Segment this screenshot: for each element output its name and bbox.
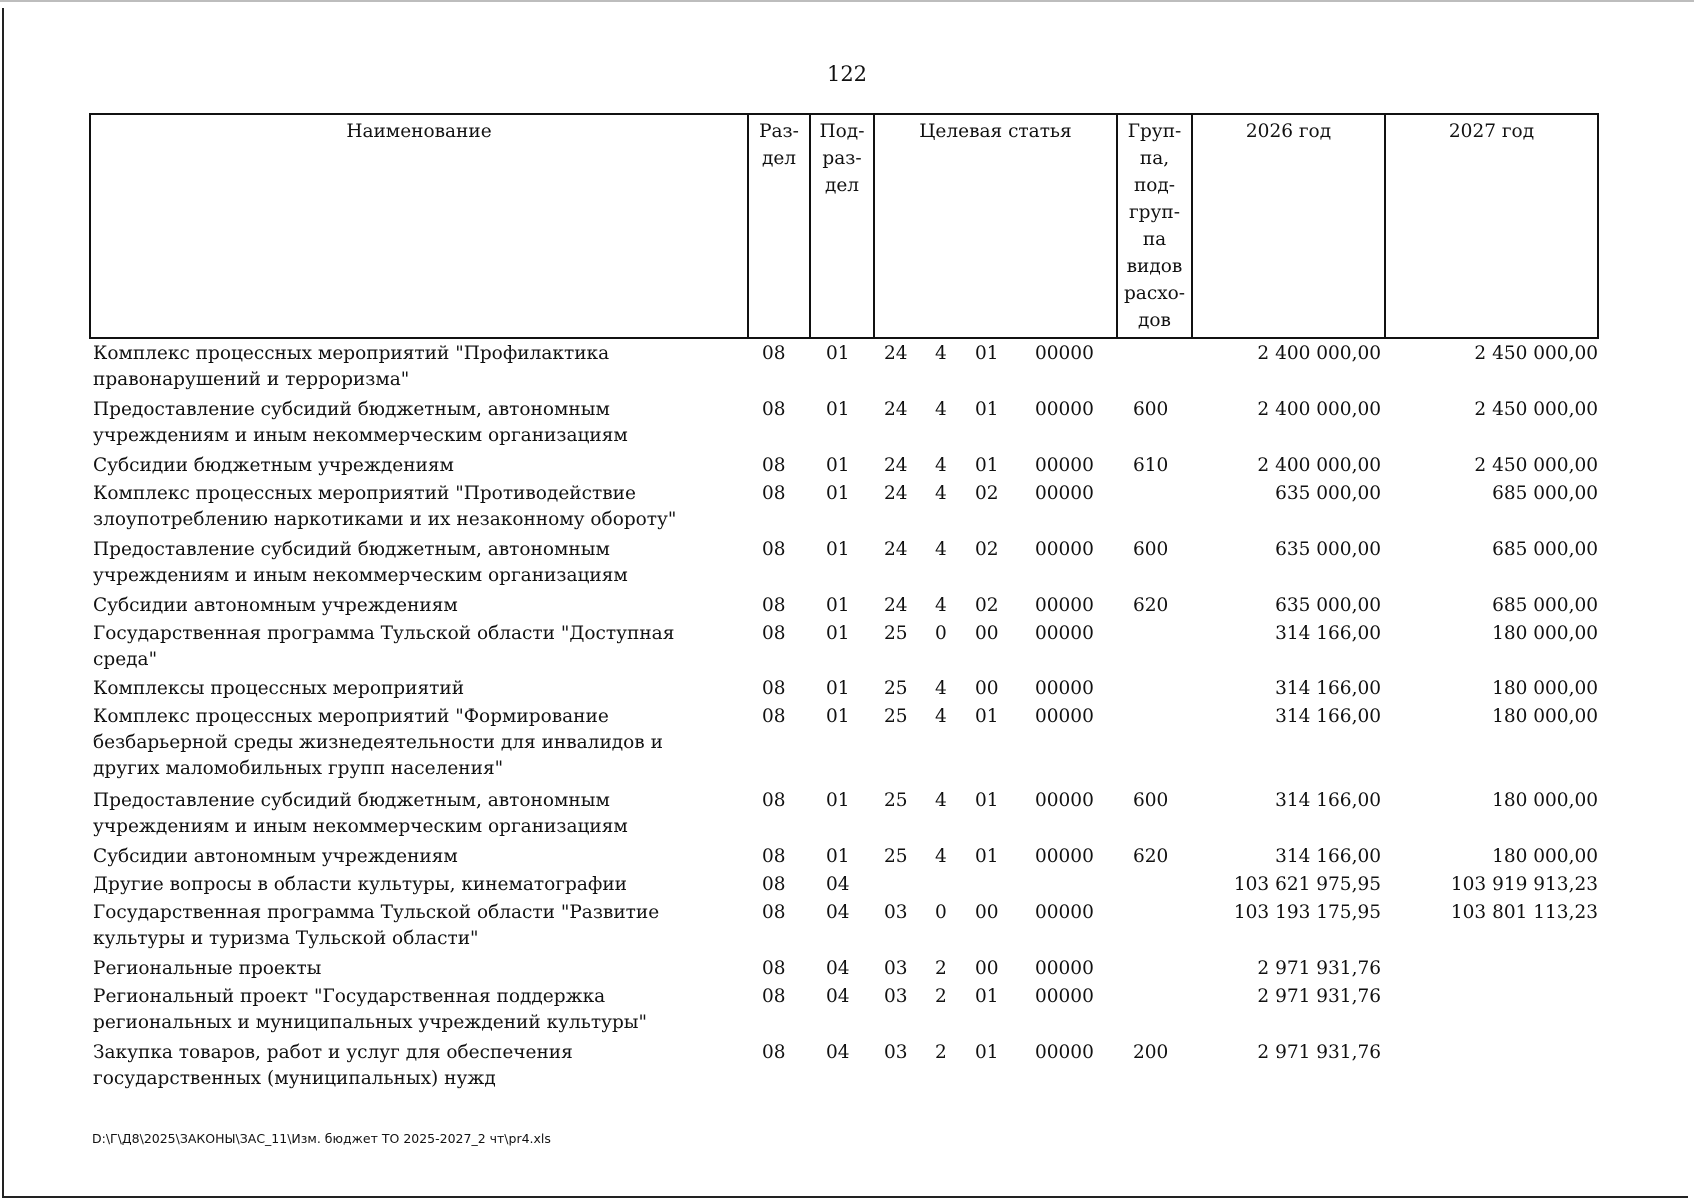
header-target-article: Целевая статья (873, 115, 1116, 337)
cell-t1: 25 (884, 623, 908, 644)
cell-name: Субсидии автономным учреждениям (93, 846, 458, 867)
cell-t2: 4 (935, 790, 947, 811)
cell-y2026: 635 000,00 (1275, 483, 1381, 504)
cell-group: 620 (1133, 846, 1169, 867)
cell-podrazdel: 04 (826, 902, 850, 923)
cell-name: Закупка товаров, работ и услуг для обеспечения государственных (муниципальных) нужд (93, 1042, 573, 1089)
cell-y2027: 180 000,00 (1492, 846, 1598, 867)
cell-t1: 24 (884, 539, 908, 560)
cell-t2: 4 (935, 706, 947, 727)
cell-t1: 03 (884, 986, 908, 1007)
cell-t2: 0 (935, 902, 947, 923)
cell-t1: 03 (884, 902, 908, 923)
cell-name: Комплекс процессных мероприятий "Формирование безбарьерной среды жизнедеятельности для инвалидов и других маломобильных групп населения" (93, 706, 663, 779)
cell-t4: 00000 (1035, 678, 1094, 699)
cell-t2: 4 (935, 539, 947, 560)
cell-razdel: 08 (762, 958, 786, 979)
cell-name: Предоставление субсидий бюджетным, автономным учреждениям и иным некоммерческим организациям (93, 399, 628, 446)
cell-y2026: 314 166,00 (1275, 678, 1381, 699)
cell-name: Предоставление субсидий бюджетным, автономным учреждениям и иным некоммерческим организациям (93, 790, 628, 837)
cell-name: Субсидии бюджетным учреждениям (93, 455, 454, 476)
cell-y2026: 2 400 000,00 (1257, 455, 1381, 476)
cell-t2: 4 (935, 678, 947, 699)
cell-y2026: 314 166,00 (1275, 790, 1381, 811)
cell-razdel: 08 (762, 343, 786, 364)
cell-y2026: 314 166,00 (1275, 846, 1381, 867)
cell-t4: 00000 (1035, 595, 1094, 616)
header-razdel: Раз- дел (747, 115, 809, 337)
cell-podrazdel: 01 (826, 455, 850, 476)
cell-t1: 24 (884, 399, 908, 420)
cell-t1: 25 (884, 846, 908, 867)
cell-t3: 00 (975, 902, 999, 923)
cell-razdel: 08 (762, 1042, 786, 1063)
cell-t3: 00 (975, 623, 999, 644)
cell-y2026: 103 621 975,95 (1233, 874, 1381, 895)
cell-name: Другие вопросы в области культуры, кинематографии (93, 874, 627, 895)
cell-podrazdel: 01 (826, 846, 850, 867)
cell-t1: 03 (884, 1042, 908, 1063)
header-name: Наименование (346, 121, 492, 142)
cell-y2026: 635 000,00 (1275, 539, 1381, 560)
cell-y2027: 180 000,00 (1492, 623, 1598, 644)
cell-y2026: 314 166,00 (1275, 706, 1381, 727)
cell-razdel: 08 (762, 986, 786, 1007)
cell-t2: 4 (935, 846, 947, 867)
cell-razdel: 08 (762, 706, 786, 727)
cell-t4: 00000 (1035, 958, 1094, 979)
cell-y2026: 103 193 175,95 (1233, 902, 1381, 923)
cell-y2027: 180 000,00 (1492, 790, 1598, 811)
cell-group: 200 (1133, 1042, 1169, 1063)
cell-y2027: 685 000,00 (1492, 595, 1598, 616)
header-2027: 2027 год (1384, 115, 1597, 337)
cell-t3: 02 (975, 539, 999, 560)
cell-name: Региональный проект "Государственная поддержка региональных и муниципальных учреждений культуры" (93, 986, 648, 1033)
cell-t2: 2 (935, 958, 947, 979)
cell-y2027: 685 000,00 (1492, 483, 1598, 504)
cell-y2027: 685 000,00 (1492, 539, 1598, 560)
cell-name: Комплекс процессных мероприятий "Противодействие злоупотреблению наркотиками и их незаконному обороту" (93, 483, 677, 530)
cell-razdel: 08 (762, 874, 786, 895)
cell-y2027: 2 450 000,00 (1474, 399, 1598, 420)
cell-podrazdel: 04 (826, 986, 850, 1007)
cell-y2027: 103 919 913,23 (1450, 874, 1598, 895)
cell-group: 610 (1133, 455, 1169, 476)
cell-name: Государственная программа Тульской области "Доступная среда" (93, 623, 675, 670)
cell-t4: 00000 (1035, 1042, 1094, 1063)
cell-razdel: 08 (762, 483, 786, 504)
cell-t3: 00 (975, 678, 999, 699)
cell-y2027: 180 000,00 (1492, 706, 1598, 727)
cell-podrazdel: 01 (826, 399, 850, 420)
cell-podrazdel: 01 (826, 678, 850, 699)
cell-t3: 01 (975, 343, 999, 364)
cell-t4: 00000 (1035, 399, 1094, 420)
cell-t4: 00000 (1035, 483, 1094, 504)
cell-podrazdel: 04 (826, 874, 850, 895)
header-podrazdel: Под- раз- дел (809, 115, 873, 337)
cell-razdel: 08 (762, 539, 786, 560)
cell-razdel: 08 (762, 790, 786, 811)
cell-t4: 00000 (1035, 455, 1094, 476)
cell-podrazdel: 01 (826, 706, 850, 727)
cell-y2026: 2 400 000,00 (1257, 343, 1381, 364)
cell-name: Комплексы процессных мероприятий (93, 678, 465, 699)
cell-razdel: 08 (762, 678, 786, 699)
page-number: 122 (826, 62, 868, 86)
cell-t2: 4 (935, 595, 947, 616)
cell-y2027: 2 450 000,00 (1474, 455, 1598, 476)
cell-y2027: 2 450 000,00 (1474, 343, 1598, 364)
cell-t1: 25 (884, 678, 908, 699)
cell-t4: 00000 (1035, 790, 1094, 811)
cell-t2: 4 (935, 399, 947, 420)
cell-t4: 00000 (1035, 846, 1094, 867)
cell-t4: 00000 (1035, 902, 1094, 923)
cell-y2027: 103 801 113,23 (1450, 902, 1598, 923)
cell-t3: 01 (975, 455, 999, 476)
file-path-footer: D:\Г\Д8\2025\ЗАКОНЫ\ЗАС_11\Изм. бюджет ТО 2025-2027_2 чт\pr4.xls (92, 1131, 551, 1146)
cell-group: 620 (1133, 595, 1169, 616)
cell-t3: 01 (975, 986, 999, 1007)
cell-t1: 24 (884, 595, 908, 616)
cell-t2: 0 (935, 623, 947, 644)
cell-y2026: 2 971 931,76 (1257, 958, 1381, 979)
cell-t4: 00000 (1035, 706, 1094, 727)
cell-podrazdel: 04 (826, 1042, 850, 1063)
cell-razdel: 08 (762, 399, 786, 420)
cell-podrazdel: 04 (826, 958, 850, 979)
cell-t3: 01 (975, 706, 999, 727)
cell-t4: 00000 (1035, 343, 1094, 364)
cell-podrazdel: 01 (826, 483, 850, 504)
cell-y2026: 314 166,00 (1275, 623, 1381, 644)
cell-name: Комплекс процессных мероприятий "Профилактика правонарушений и терроризма" (93, 343, 610, 390)
cell-t3: 01 (975, 1042, 999, 1063)
cell-t1: 24 (884, 343, 908, 364)
cell-t2: 4 (935, 343, 947, 364)
cell-podrazdel: 01 (826, 790, 850, 811)
cell-name: Региональные проекты (93, 958, 322, 979)
cell-t2: 2 (935, 1042, 947, 1063)
cell-name: Предоставление субсидий бюджетным, автономным учреждениям и иным некоммерческим организациям (93, 539, 628, 586)
cell-t1: 25 (884, 706, 908, 727)
cell-razdel: 08 (762, 455, 786, 476)
cell-podrazdel: 01 (826, 343, 850, 364)
cell-y2026: 2 400 000,00 (1257, 399, 1381, 420)
cell-razdel: 08 (762, 846, 786, 867)
cell-razdel: 08 (762, 623, 786, 644)
cell-t4: 00000 (1035, 623, 1094, 644)
header-expense-group: Груп- па, под- груп- па видов расхо- дов (1116, 115, 1191, 337)
cell-t3: 02 (975, 595, 999, 616)
cell-t4: 00000 (1035, 539, 1094, 560)
cell-name: Государственная программа Тульской области "Развитие культуры и туризма Тульской области" (93, 902, 660, 949)
cell-group: 600 (1133, 539, 1169, 560)
cell-t4: 00000 (1035, 986, 1094, 1007)
cell-name: Субсидии автономным учреждениям (93, 595, 458, 616)
cell-t3: 02 (975, 483, 999, 504)
cell-t3: 00 (975, 958, 999, 979)
cell-t3: 01 (975, 399, 999, 420)
cell-group: 600 (1133, 399, 1169, 420)
cell-y2026: 635 000,00 (1275, 595, 1381, 616)
cell-razdel: 08 (762, 595, 786, 616)
cell-t1: 24 (884, 483, 908, 504)
cell-t1: 03 (884, 958, 908, 979)
cell-y2026: 2 971 931,76 (1257, 986, 1381, 1007)
cell-y2026: 2 971 931,76 (1257, 1042, 1381, 1063)
cell-group: 600 (1133, 790, 1169, 811)
cell-t2: 2 (935, 986, 947, 1007)
cell-t2: 4 (935, 455, 947, 476)
cell-y2027: 180 000,00 (1492, 678, 1598, 699)
cell-podrazdel: 01 (826, 623, 850, 644)
cell-t3: 01 (975, 846, 999, 867)
cell-t1: 24 (884, 455, 908, 476)
cell-razdel: 08 (762, 902, 786, 923)
cell-t3: 01 (975, 790, 999, 811)
cell-t2: 4 (935, 483, 947, 504)
cell-t1: 25 (884, 790, 908, 811)
cell-podrazdel: 01 (826, 539, 850, 560)
header-2026: 2026 год (1191, 115, 1384, 337)
cell-podrazdel: 01 (826, 595, 850, 616)
